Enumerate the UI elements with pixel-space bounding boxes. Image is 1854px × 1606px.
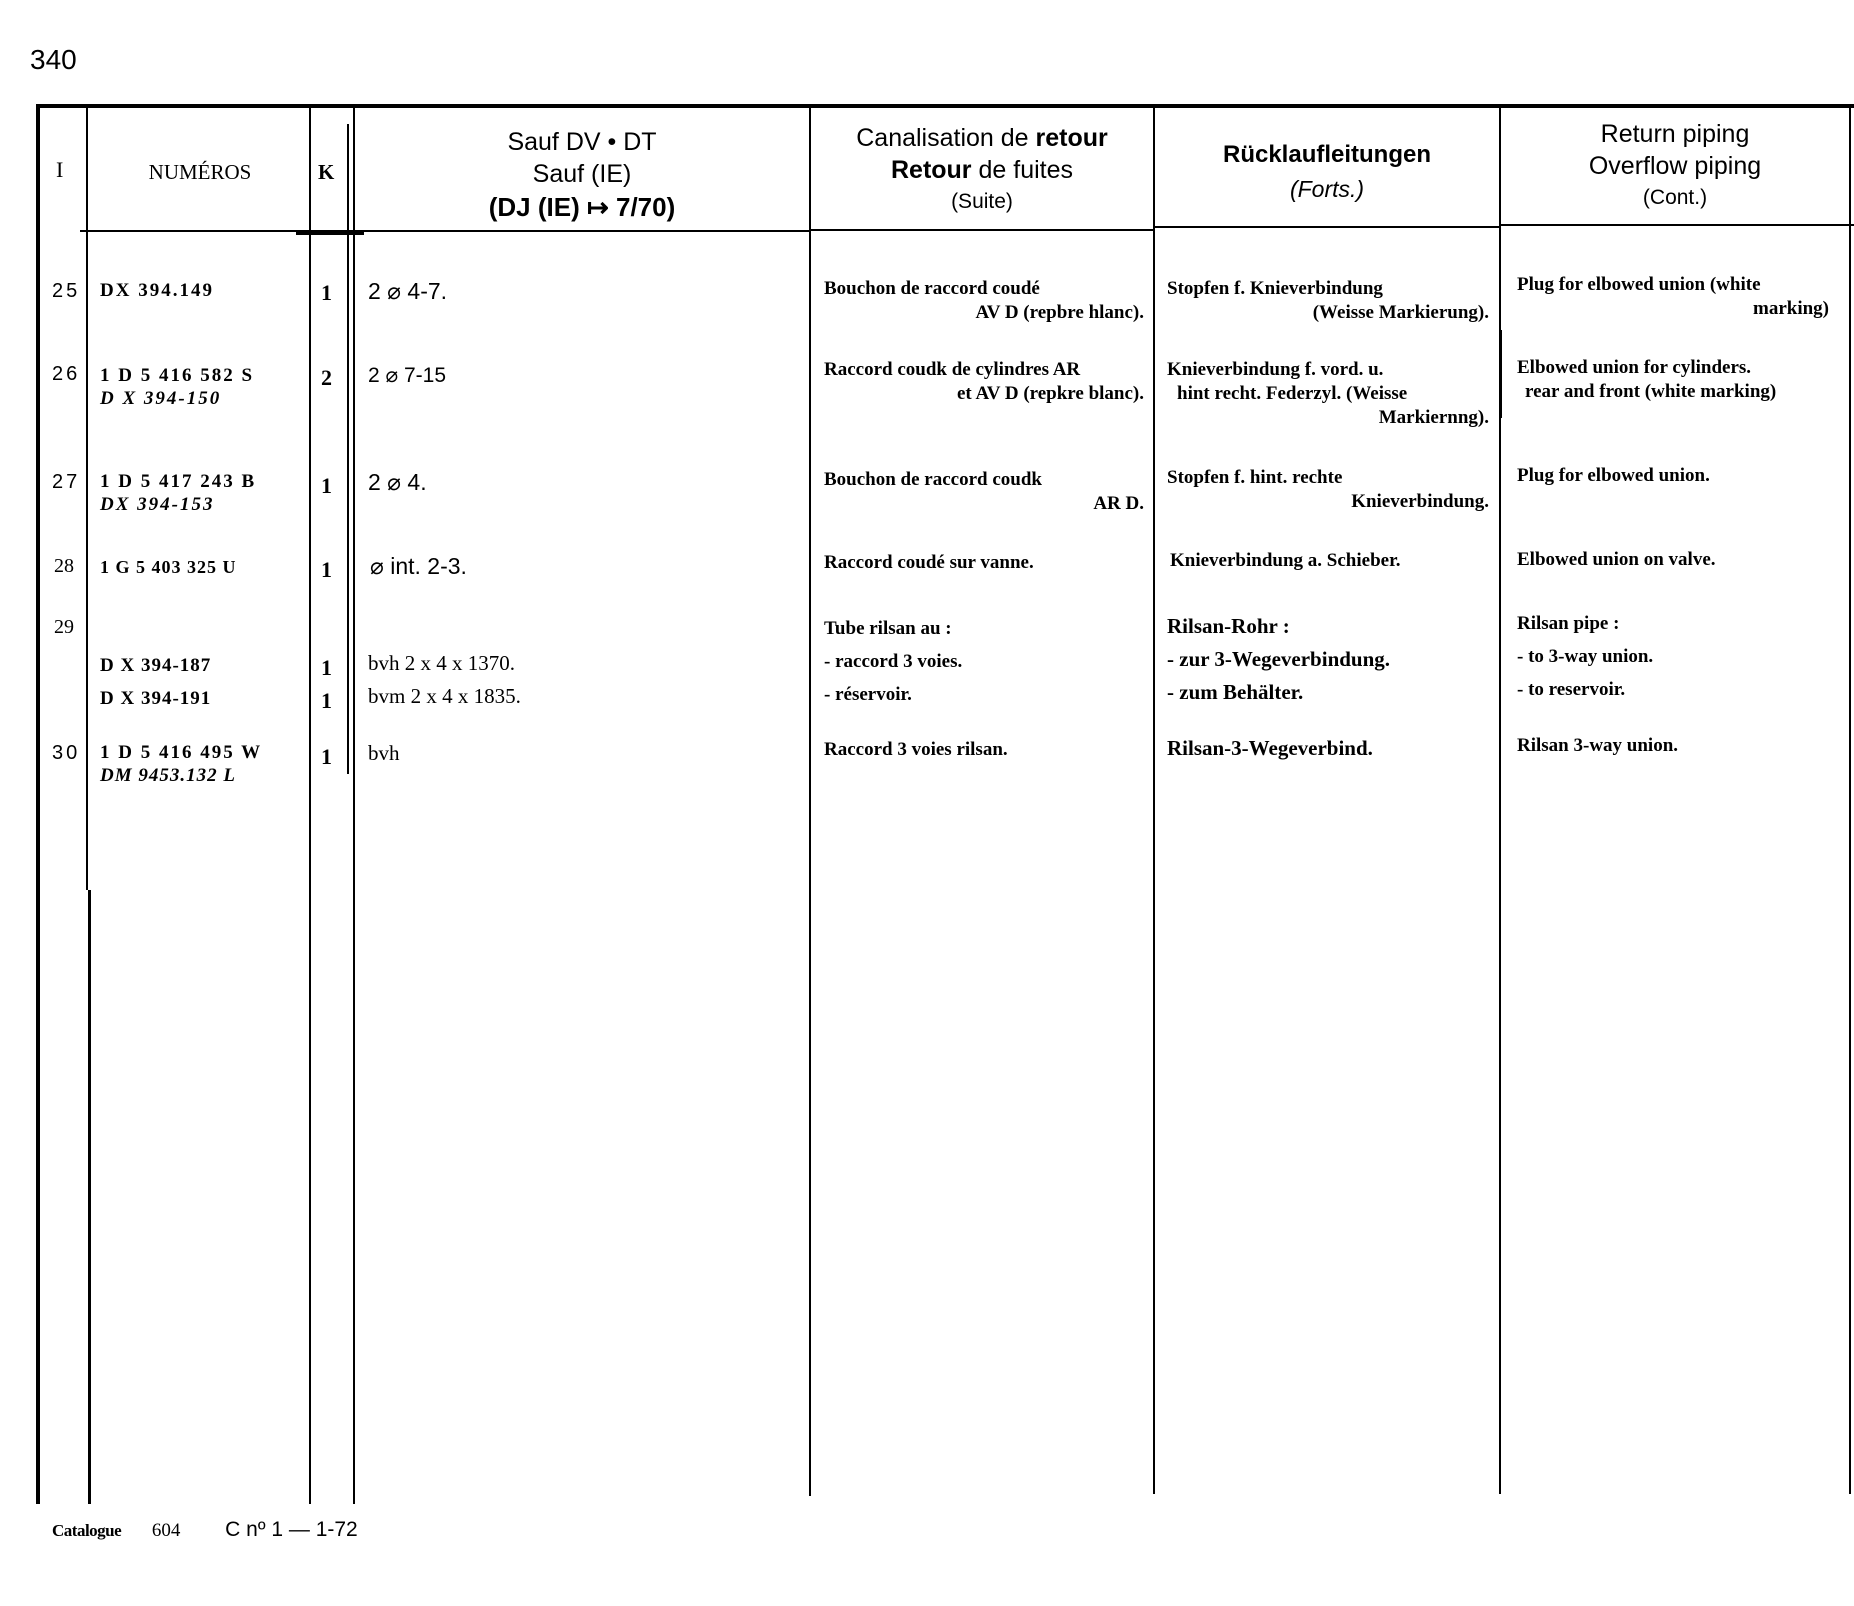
header-index: I xyxy=(56,157,64,182)
header-numbers: NUMÉROS xyxy=(148,160,252,184)
header-variant: Sauf DV • DT Sauf (IE) (DJ (IE) ↦ 7/70) xyxy=(488,128,676,222)
header-french: Canalisation de retour Retour de fuites (Suite) xyxy=(856,124,1108,213)
header-english: Return piping Overflow piping (Cont.) xyxy=(1588,120,1762,209)
header-k: K xyxy=(318,160,335,184)
footer: Catalogue 604 C nº 1 — 1-72 xyxy=(52,1518,358,1541)
page-number: 340 xyxy=(30,44,77,75)
header-german: Rücklaufleitungen (Forts.) xyxy=(1222,141,1432,202)
